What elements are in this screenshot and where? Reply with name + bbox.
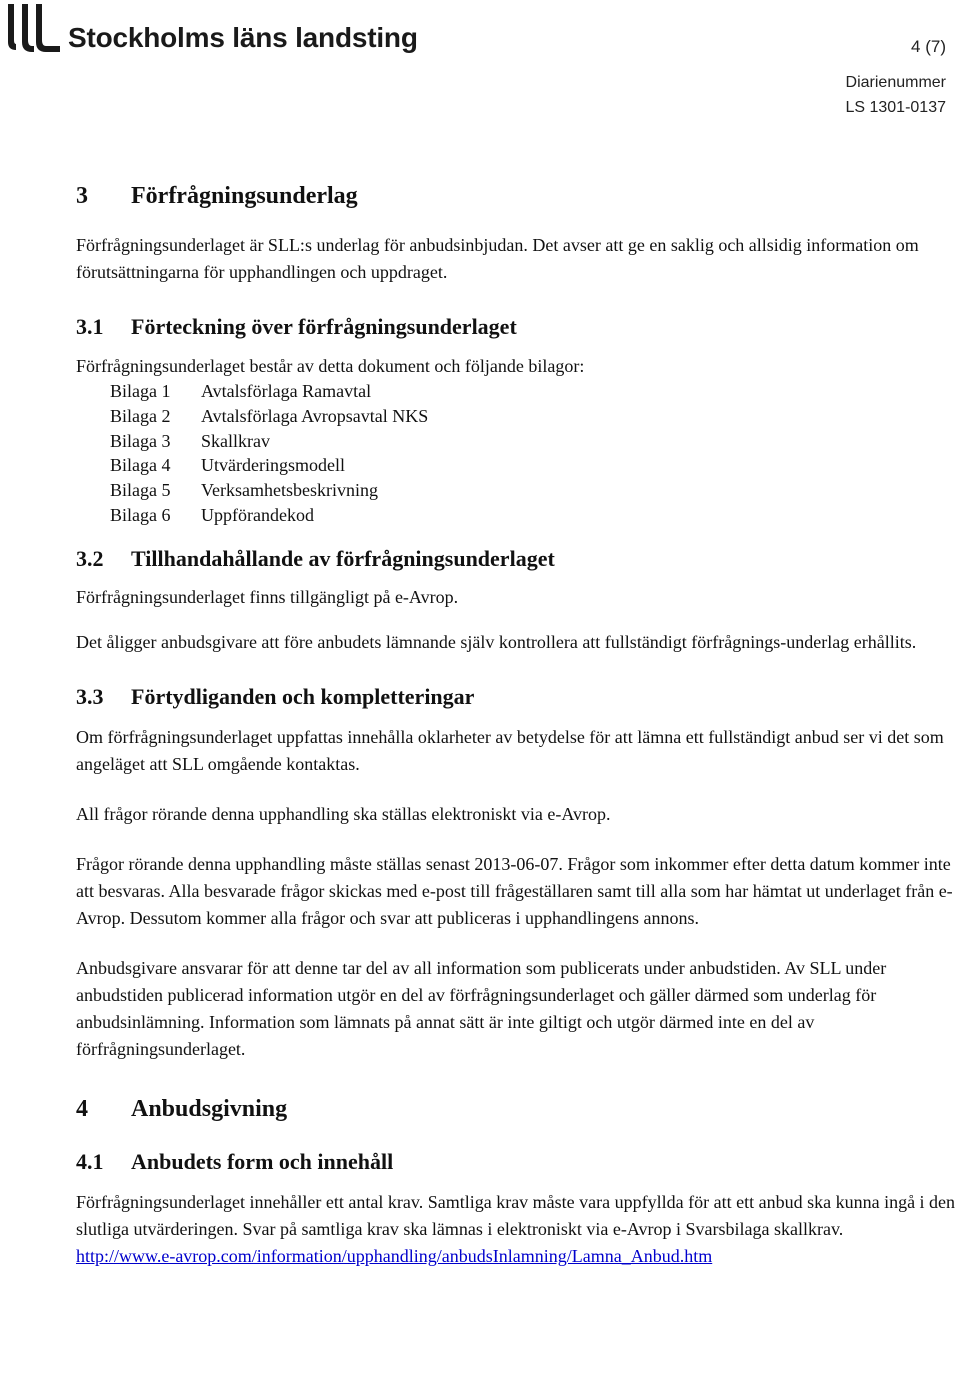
section-3-1-intro: Förfrågningsunderlaget består av detta dokument och följande bilagor:: [76, 356, 585, 376]
section-3-3-p2: All frågor rörande denna upphandling ska ställas elektroniskt via e-Avrop.: [76, 803, 611, 824]
section-3-2-number: 3.2: [76, 545, 104, 571]
e-avrop-link[interactable]: http://www.e-avrop.com/information/upphandling/anbudsInlamning/Lamna_Anbud.htm: [76, 1245, 713, 1266]
diary-number: LS 1301-0137: [845, 99, 946, 116]
attachment-name: Skallkrav: [201, 430, 270, 451]
section-3-heading: [76, 180, 956, 212]
attachment-list: [110, 379, 956, 528]
attachment-name: Avtalsförlaga Avropsavtal NKS: [201, 405, 429, 426]
attachment-row: [110, 453, 956, 478]
section-4-1-heading: [76, 1147, 956, 1177]
section-4-1-p1: Förfrågningsunderlaget innehåller ett antal krav. Samtliga krav måste vara uppfyllda för att ett anbud ska kunna ingå i den slutliga utvärderingen. Svar på samtliga krav ska lämnas i elektroniskt via e-Avrop i Svarsbilaga skallkrav.: [76, 1191, 956, 1239]
section-3-3-p4: Anbudsgivare ansvarar för att denne tar del av all information som publicerats under anbudstiden. Av SLL under anbudstiden publicerad information utgör en del av förfrågningsunderlaget och gäller därmed som underlag för anbudsinlämning. Information som lämnats på annat sätt är inte giltigt och utgör därmed inte en del av förfrågningsunderlaget.: [76, 957, 887, 1059]
attachment-number: Bilaga 6: [110, 504, 171, 525]
attachment-row: [110, 404, 956, 429]
section-3-2-p2: Det åligger anbudsgivare att före anbudets lämnande själv kontrollera att fullständigt förfrågnings-underlag erhållits.: [76, 631, 917, 652]
section-3-1-heading: [76, 312, 956, 342]
section-3-intro: Förfrågningsunderlaget är SLL:s underlag för anbudsinbjudan. Det avser att ge en saklig och allsidig information om förutsättningarna för upphandlingen och uppdraget.: [76, 235, 919, 282]
section-4-number: 4: [76, 1095, 88, 1122]
diary-label: Diarienummer: [845, 74, 946, 91]
section-3-2-heading: [76, 544, 956, 574]
section-3-2-title: Tillhandahållande av förfrågningsunderlaget: [131, 545, 555, 571]
attachment-row: [110, 429, 956, 454]
attachment-number: Bilaga 3: [110, 430, 171, 451]
section-3-3-p3: Frågor rörande denna upphandling måste ställas senast 2013-06-07. Frågor som inkommer efter detta datum kommer inte att besvaras. Alla besvarade frågor skickas med e-post till frågeställaren samt till alla som har hämtat ut underlaget från e-Avrop. Dessutom kommer alla frågor och svar att publiceras i upphandlingens annons.: [76, 853, 953, 928]
attachment-name: Uppförandekod: [201, 504, 314, 525]
org-name: Stockholms läns landsting: [68, 22, 418, 53]
attachment-number: Bilaga 1: [110, 381, 171, 401]
page-number: 4 (7): [911, 37, 946, 56]
document-body: [76, 180, 956, 1270]
section-3-3-title: Förtydliganden och kompletteringar: [131, 683, 475, 709]
attachment-number: Bilaga 2: [110, 405, 171, 426]
attachment-number: Bilaga 5: [110, 480, 171, 501]
attachment-row: [110, 503, 956, 528]
section-3-3-heading: [76, 682, 956, 712]
section-4-1-title: Anbudets form och innehåll: [131, 1148, 394, 1174]
sll-logo: [4, 2, 418, 54]
section-4-1-number: 4.1: [76, 1148, 104, 1174]
attachment-name: Verksamhetsbeskrivning: [201, 480, 378, 501]
section-3-number: 3: [76, 183, 88, 209]
section-4-heading: [76, 1093, 956, 1125]
attachment-number: Bilaga 4: [110, 455, 171, 476]
attachment-name: Utvärderingsmodell: [201, 455, 345, 476]
section-3-1-number: 3.1: [76, 314, 104, 339]
sll-logo-icon: [4, 2, 62, 54]
attachment-row: [110, 379, 956, 404]
link-line: [76, 1243, 956, 1270]
section-3-2-p1: Förfrågningsunderlaget finns tillgängligt på e-Avrop.: [76, 586, 459, 607]
section-3-title: Förfrågningsunderlag: [131, 183, 358, 209]
section-3-3-number: 3.3: [76, 683, 104, 709]
attachment-row: [110, 478, 956, 503]
attachment-name: Avtalsförlaga Ramavtal: [201, 381, 372, 401]
section-4-title: Anbudsgivning: [131, 1095, 288, 1122]
section-3-3-p1: Om förfrågningsunderlaget uppfattas innehålla oklarheter av betydelse för att lämna ett fullständigt anbud ser vi det som angeläget att SLL omgående kontaktas.: [76, 726, 944, 774]
section-3-1-title: Förteckning över förfrågningsunderlaget: [131, 314, 517, 339]
